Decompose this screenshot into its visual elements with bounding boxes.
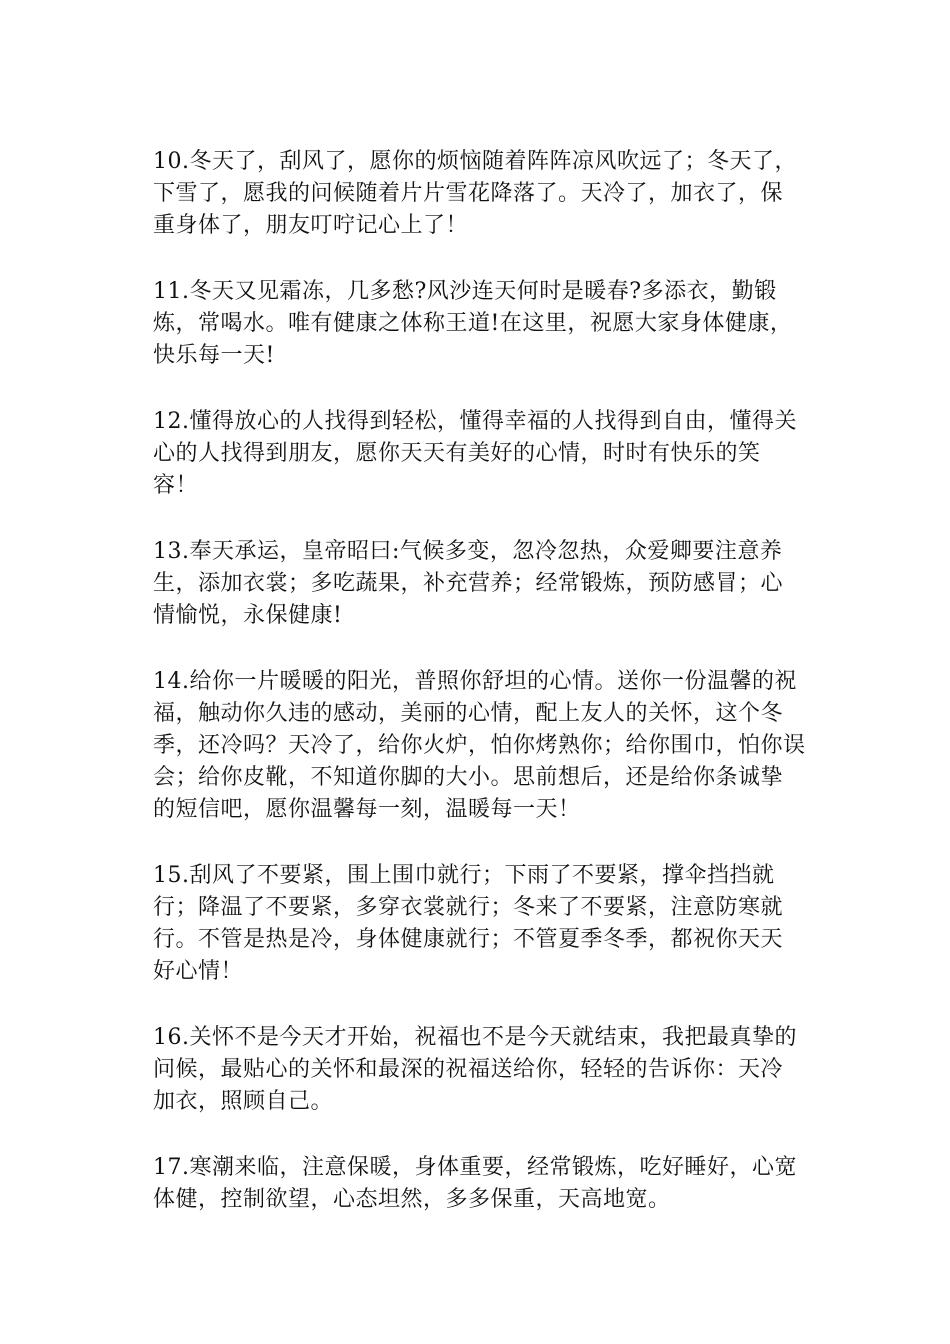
text-line: 17.寒潮来临，注意保暖，身体重要，经常锻炼，吃好睡好，心宽 [153,1155,797,1180]
text-line: 的短信吧，愿你温馨每一刻，温暖每一天！ [153,797,581,822]
paragraph-11 [153,276,803,372]
text-line: 行；降温了不要紧，多穿衣裳就行；冬来了不要紧，注意防寒就 [153,895,784,920]
text-line: 加衣，照顾自己。 [153,1089,334,1114]
paragraph-17 [153,1152,803,1216]
text-line: 季，还冷吗？天冷了，给你火炉，怕你烤熟你；给你围巾，怕你误 [153,733,806,758]
text-line: 行。不管是热是冷，身体健康就行；不管夏季冬季，都祝你天天 [153,927,784,952]
document-body [153,146,806,1250]
text-line: 13.奉天承运，皇帝昭曰:气候多变，忽冷忽热，众爱卿要注意养 [153,539,783,564]
text-line: 生，添加衣裳；多吃蔬果，补充营养；经常锻炼，预防感冒；心 [153,571,784,596]
text-line: 心的人找得到朋友，愿你天天有美好的心情，时时有快乐的笑 [153,441,761,466]
text-line: 14.给你一片暖暖的阳光，普照你舒坦的心情。送你一份温馨的祝 [153,669,797,694]
text-line: 会；给你皮靴，不知道你脚的大小。思前想后，还是给你条诚挚 [153,765,784,790]
text-line: 快乐每一天! [153,343,275,368]
paragraph-12 [153,406,803,502]
paragraph-10 [153,146,803,242]
text-line: 炼，常喝水。唯有健康之体称王道!在这里，祝愿大家身体健康， [153,311,793,336]
text-line: 好心情！ [153,959,244,984]
paragraph-13 [153,536,803,632]
text-line: 问候，最贴心的关怀和最深的祝福送给你，轻轻的告诉你：天冷 [153,1057,784,1082]
text-line: 12.懂得放心的人找得到轻松，懂得幸福的人找得到自由，懂得关 [153,409,797,434]
text-line: 下雪了，愿我的问候随着片片雪花降落了。天冷了，加衣了，保 [153,181,784,206]
text-line: 15.刮风了不要紧，围上围巾就行；下雨了不要紧，撑伞挡挡就 [153,863,775,888]
text-line: 体健，控制欲望，心态坦然，多多保重，天高地宽。 [153,1187,671,1212]
text-line: 10.冬天了，刮风了，愿你的烦恼随着阵阵凉风吹远了；冬天了， [153,149,797,174]
text-line: 11.冬天又见霜冻，几多愁?风沙连天何时是暖春?多添衣，勤锻 [153,279,777,304]
text-line: 16.关怀不是今天才开始，祝福也不是今天就结束，我把最真挚的 [153,1025,797,1050]
paragraph-16 [153,1022,803,1118]
paragraph-14 [153,666,806,826]
text-line: 情愉悦，永保健康! [153,603,343,628]
paragraph-15 [153,860,803,988]
text-line: 福，触动你久违的感动，美丽的心情，配上友人的关怀，这个冬 [153,701,784,726]
text-line: 容！ [153,473,199,498]
text-line: 重身体了，朋友叮咛记心上了！ [153,213,469,238]
